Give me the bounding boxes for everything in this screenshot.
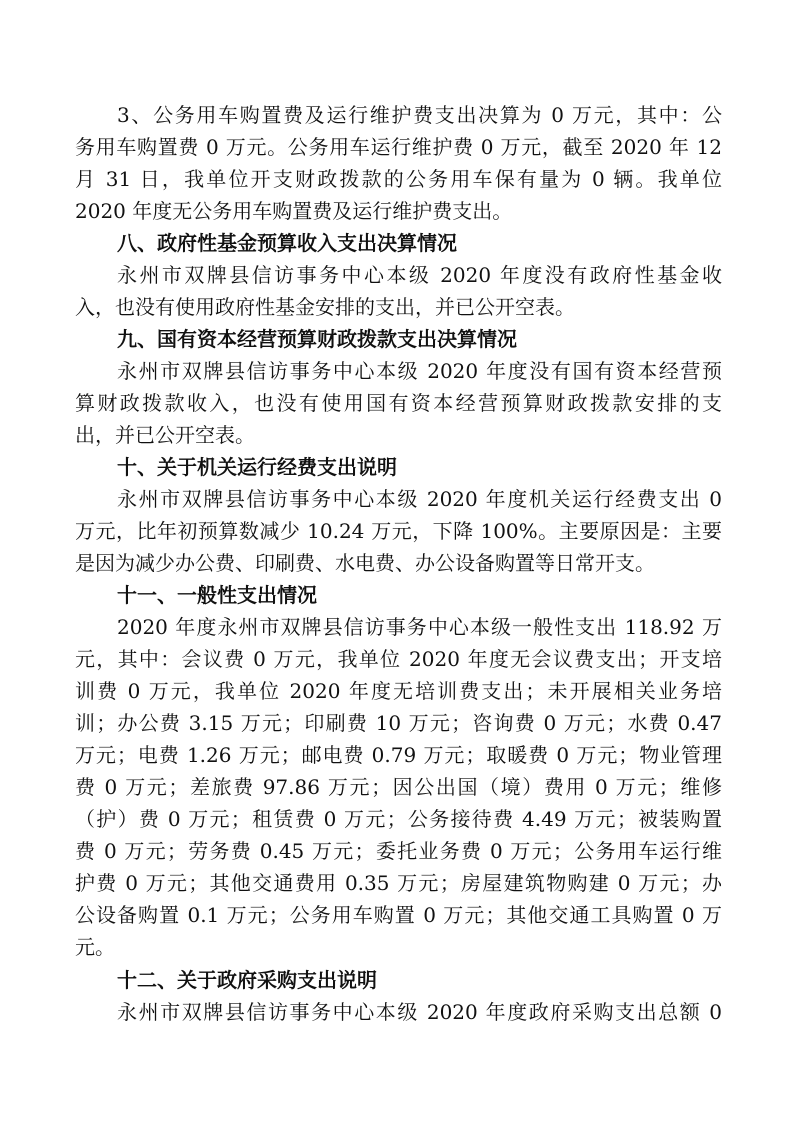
heading-text: 十、关于机关运行经费支出说明 bbox=[117, 455, 397, 479]
section-heading bbox=[75, 964, 722, 996]
paragraph-line: 费 0 万元；劳务费 0.45 万元；委托业务费 0 万元；公务用车运行维 bbox=[75, 839, 722, 863]
paragraph-line: 元，其中：会议费 0 万元，我单位 2020 年度无会议费支出；开支培 bbox=[75, 647, 722, 671]
paragraph-line: 3、公务用车购置费及运行维护费支出决算为 0 万元，其中：公 bbox=[117, 103, 722, 127]
paragraph bbox=[75, 611, 722, 963]
heading-text: 九、国有资本经营预算财政拨款支出决算情况 bbox=[117, 327, 517, 351]
paragraph-line: 入，也没有使用政府性基金安排的支出，并已公开空表。 bbox=[75, 295, 575, 319]
paragraph-line: 训费 0 万元，我单位 2020 年度无培训费支出；未开展相关业务培 bbox=[75, 679, 722, 703]
paragraph-line: 永州市双牌县信访事务中心本级 2020 年度政府采购支出总额 0 bbox=[117, 1000, 722, 1024]
section-heading bbox=[75, 451, 722, 483]
paragraph-line: 务用车购置费 0 万元。公务用车运行维护费 0 万元，截至 2020 年 12 bbox=[75, 135, 722, 159]
paragraph-line: 算财政拨款收入，也没有使用国有资本经营预算财政拨款安排的支 bbox=[75, 391, 722, 415]
paragraph-line: 万元；电费 1.26 万元；邮电费 0.79 万元；取暖费 0 万元；物业管理 bbox=[75, 743, 722, 767]
paragraph-line: 训；办公费 3.15 万元；印刷费 10 万元；咨询费 0 万元；水费 0.47 bbox=[75, 711, 722, 735]
paragraph-line: 公设备购置 0.1 万元；公务用车购置 0 万元；其他交通工具购置 0 万 bbox=[75, 903, 722, 927]
paragraph bbox=[75, 259, 722, 323]
heading-text: 十二、关于政府采购支出说明 bbox=[117, 968, 377, 992]
paragraph bbox=[75, 483, 722, 579]
paragraph bbox=[75, 996, 722, 1028]
paragraph-line: （护）费 0 万元；租赁费 0 万元；公务接待费 4.49 万元；被装购置 bbox=[75, 807, 722, 831]
section-heading bbox=[75, 323, 722, 355]
paragraph-line: 出，并已公开空表。 bbox=[75, 423, 255, 447]
section-heading bbox=[75, 579, 722, 611]
paragraph-line: 2020 年度无公务用车购置费及运行维护费支出。 bbox=[75, 199, 513, 223]
heading-text: 八、政府性基金预算收入支出决算情况 bbox=[117, 231, 457, 255]
paragraph-line: 是因为减少办公费、印刷费、水电费、办公设备购置等日常开支。 bbox=[75, 551, 655, 575]
paragraph-line: 2020 年度永州市双牌县信访事务中心本级一般性支出 118.92 万 bbox=[117, 615, 722, 639]
paragraph bbox=[75, 99, 722, 227]
paragraph-line: 永州市双牌县信访事务中心本级 2020 年度没有国有资本经营预 bbox=[117, 359, 722, 383]
paragraph-line: 月 31 日，我单位开支财政拨款的公务用车保有量为 0 辆。我单位 bbox=[75, 167, 722, 191]
paragraph-line: 费 0 万元；差旅费 97.86 万元；因公出国（境）费用 0 万元；维修 bbox=[75, 775, 722, 799]
section-heading bbox=[75, 227, 722, 259]
heading-text: 十一、一般性支出情况 bbox=[117, 583, 317, 607]
paragraph-line: 护费 0 万元；其他交通费用 0.35 万元；房屋建筑物购建 0 万元；办 bbox=[75, 871, 722, 895]
document-page bbox=[75, 99, 722, 1028]
paragraph-line: 万元，比年初预算数减少 10.24 万元，下降 100%。主要原因是：主要 bbox=[75, 519, 722, 543]
paragraph-line: 永州市双牌县信访事务中心本级 2020 年度机关运行经费支出 0 bbox=[117, 487, 722, 511]
paragraph bbox=[75, 355, 722, 451]
paragraph-line: 永州市双牌县信访事务中心本级 2020 年度没有政府性基金收 bbox=[117, 263, 722, 287]
paragraph-line: 元。 bbox=[75, 935, 115, 959]
